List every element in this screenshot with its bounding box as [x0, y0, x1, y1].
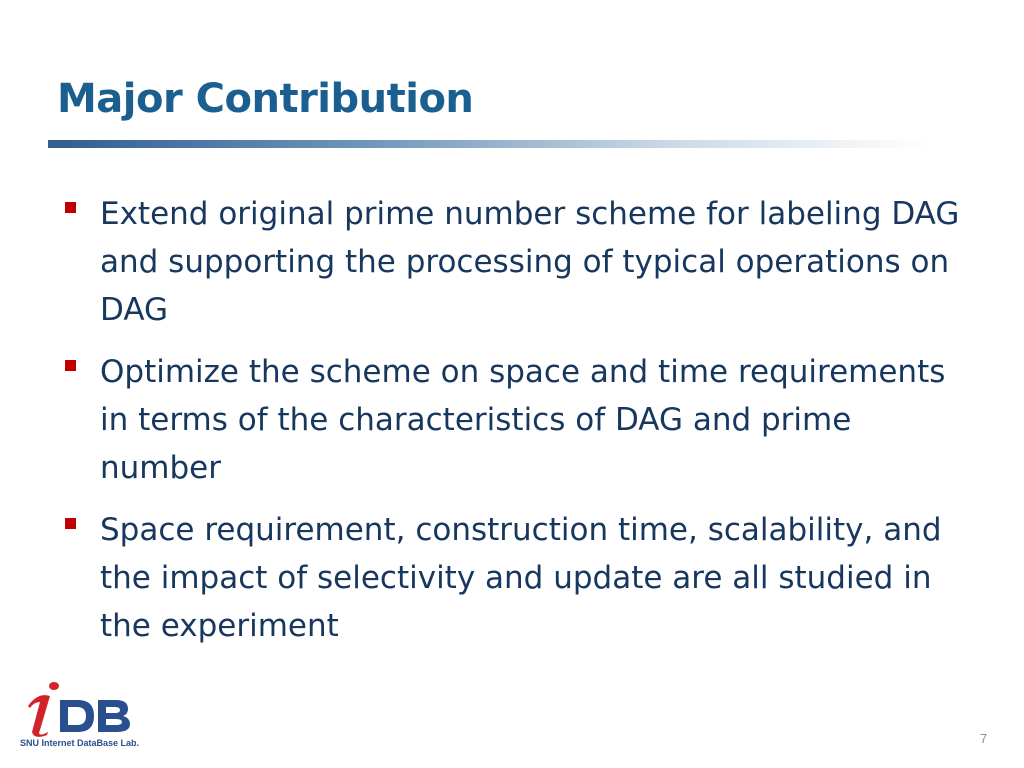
square-bullet-icon — [65, 202, 76, 213]
idb-logo-mark — [20, 678, 140, 738]
bullet-item — [62, 506, 962, 650]
page-number: 7 — [980, 731, 988, 746]
idb-logo — [20, 678, 140, 758]
logo-caption: SNU Internet DataBase Lab. — [20, 738, 140, 748]
bullet-text: Optimize the scheme on space and time requirements in terms of the characteristics of DAG and prime number — [100, 354, 946, 486]
square-bullet-icon — [65, 518, 76, 529]
bullet-item — [62, 348, 962, 492]
bullet-list — [62, 190, 962, 664]
square-bullet-icon — [65, 360, 76, 371]
title-underline — [48, 140, 928, 148]
bullet-text: Extend original prime number scheme for labeling DAG and supporting the processing of typical operations on DAG — [100, 196, 960, 328]
bullet-item — [62, 190, 962, 334]
bullet-text: Space requirement, construction time, scalability, and the impact of selectivity and update are all studied in the experiment — [100, 512, 942, 644]
slide-title: Major Contribution — [57, 76, 474, 122]
